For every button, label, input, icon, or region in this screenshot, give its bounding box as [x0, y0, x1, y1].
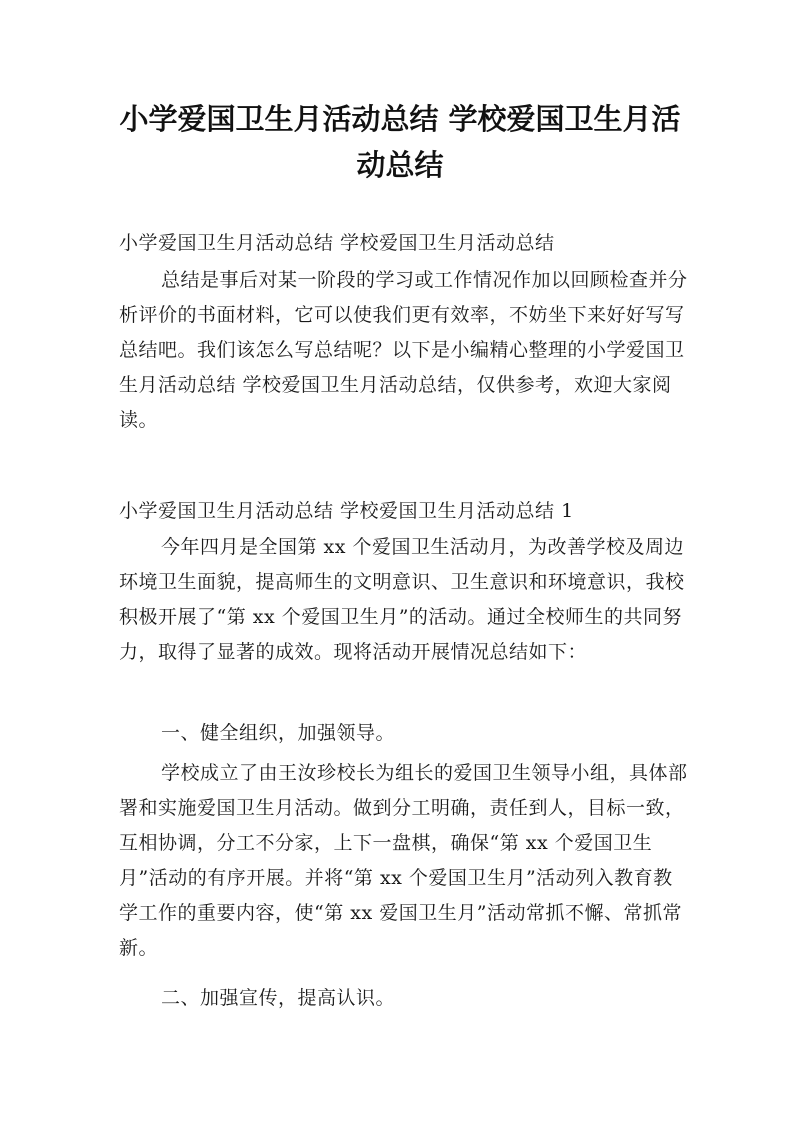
section-heading: 小学爱国卫生月活动总结 学校爱国卫生月活动总结 1: [119, 500, 574, 522]
intro-paragraph: 总结是事后对某一阶段的学习或工作情况作加以回顾检查并分析评价的书面材料，它可以使我们更有效率，不妨坐下来好好写写总结吧。我们该怎么写总结呢？以下是小编精心整理的小学爱国卫生月活动总结 学校爱国卫生月活动总结，仅供参考，欢迎大家阅读。: [119, 269, 688, 431]
subsection-heading-1: 一、健全组织，加强领导。: [161, 722, 396, 744]
body-paragraph-2: 学校成立了由王汝珍校长为组长的爱国卫生领导小组，具体部署和实施爱国卫生月活动。做到分工明确，责任到人，目标一致，互相协调，分工不分家，上下一盘棋，确保“第 xx 个爱国卫生月”活动的有序开展。并将“第 xx 个爱国卫生月”活动列入教育教学工作的重要内容，使“第 xx 爱国卫生月”活动常抓不懈、常抓常新。: [119, 762, 688, 959]
document-title: 小学爱国卫生月活动总结 学校爱国卫生月活动总结: [119, 102, 681, 182]
document-subheading: 小学爱国卫生月活动总结 学校爱国卫生月活动总结: [119, 232, 555, 254]
subsection-heading-2: 二、加强宣传，提高认识。: [161, 987, 396, 1009]
body-paragraph-1: 今年四月是全国第 xx 个爱国卫生活动月，为改善学校及周边环境卫生面貌，提高师生的文明意识、卫生意识和环境意识，我校积极开展了“第 xx 个爱国卫生月”的活动。通过全校师生的共同努力，取得了显著的成效。现将活动开展情况总结如下：: [119, 536, 685, 663]
